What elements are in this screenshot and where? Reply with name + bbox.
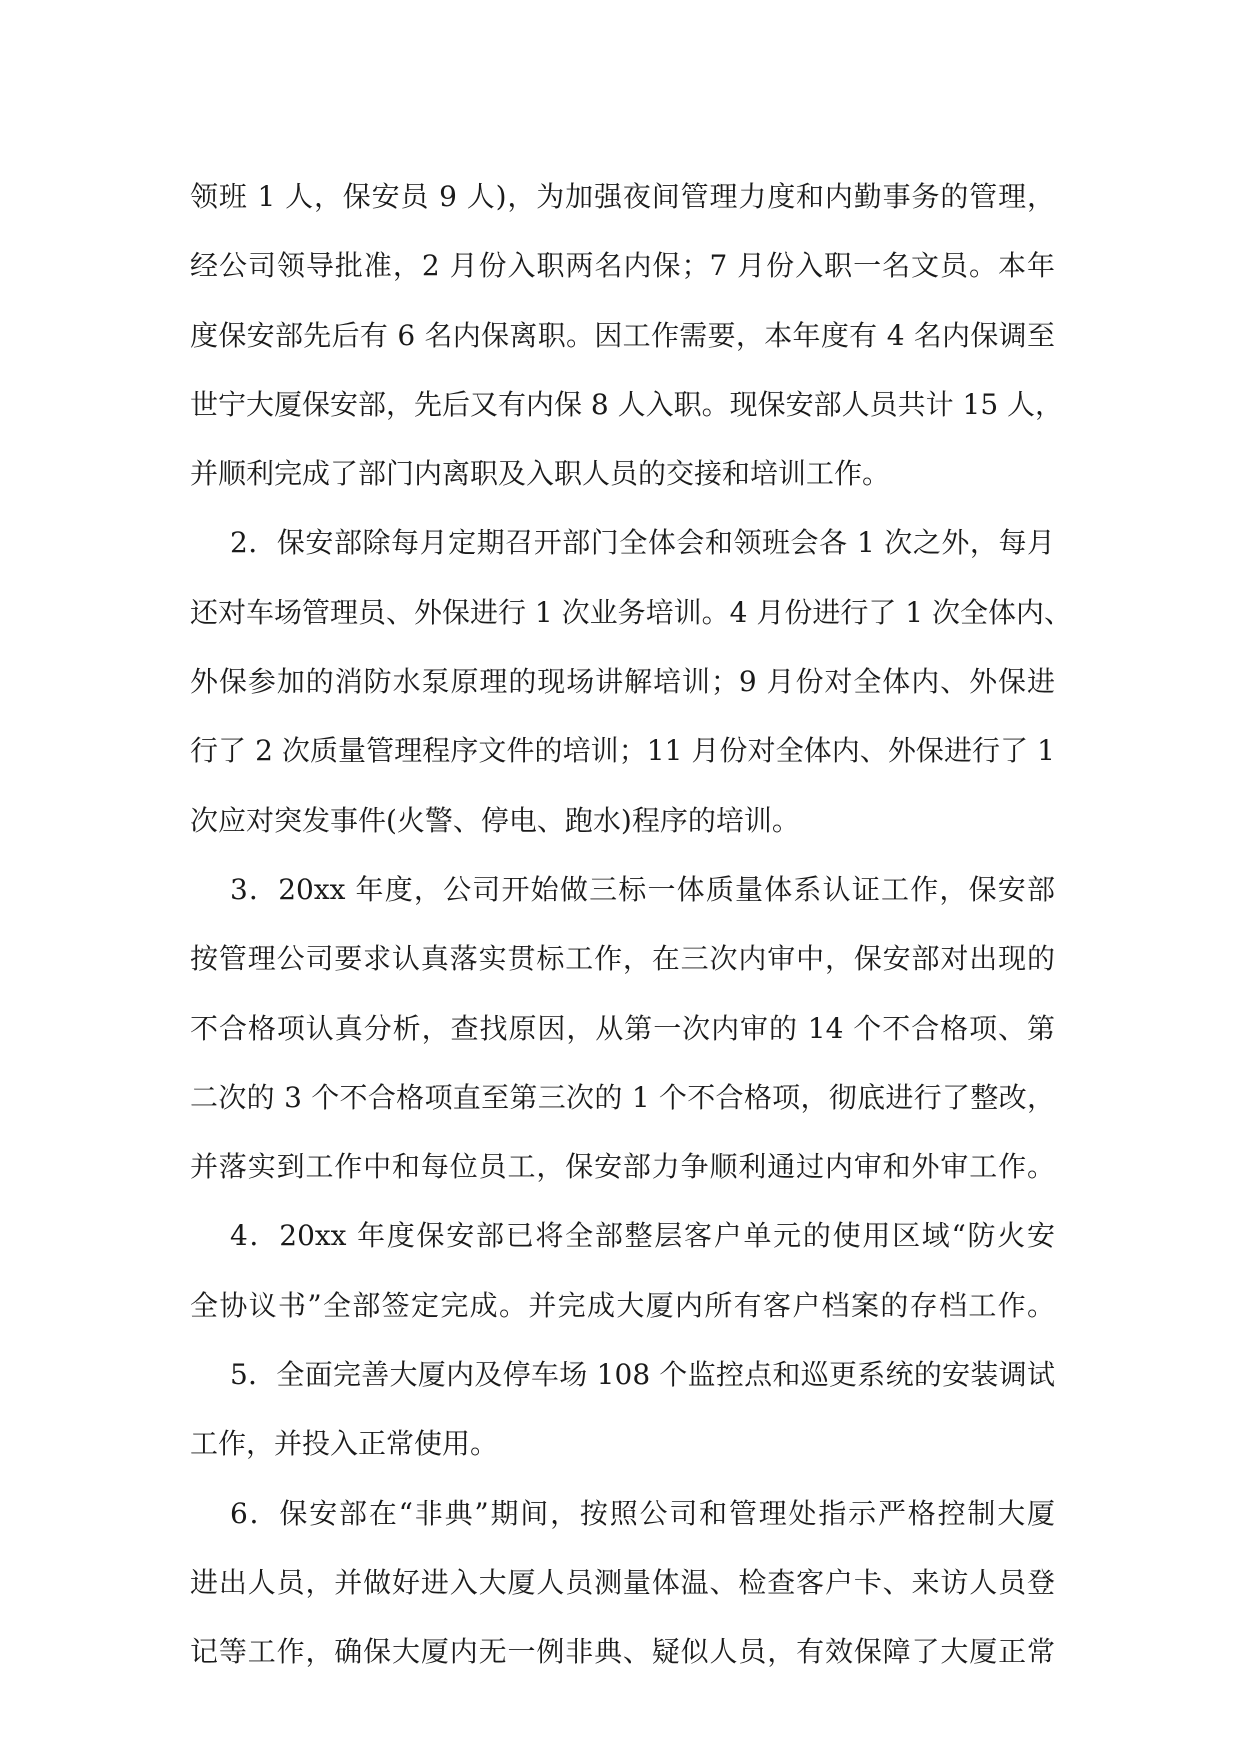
text-line: 5．全面完善大厦内及停车场 108 个监控点和巡更系统的安装调试 <box>230 1358 1055 1392</box>
text-line: 按管理公司要求认真落实贯标工作，在三次内审中，保安部对出现的 <box>190 942 1055 976</box>
text-line: 外保参加的消防水泵原理的现场讲解培训；9 月份对全体内、外保进 <box>190 665 1055 699</box>
paragraph <box>190 508 1072 854</box>
paragraph <box>190 1479 1055 1687</box>
text-line: 全协议书”全部签定完成。并完成大厦内所有客户档案的存档工作。 <box>190 1288 1055 1322</box>
text-line: 世宁大厦保安部，先后又有内保 8 人入职。现保安部人员共计 15 人， <box>190 387 1064 421</box>
paragraph <box>190 1340 1055 1479</box>
text-line: 行了 2 次质量管理程序文件的培训；11 月份对全体内、外保进行了 1 <box>190 734 1055 768</box>
text-line: 3．20xx 年度，公司开始做三标一体质量体系认证工作，保安部 <box>230 872 1055 906</box>
text-line: 并落实到工作中和每位员工，保安部力争顺利通过内审和外审工作。 <box>190 1150 1055 1184</box>
text-line: 并顺利完成了部门内离职及入职人员的交接和培训工作。 <box>190 457 891 491</box>
text-line: 次应对突发事件(火警、停电、跑水)程序的培训。 <box>190 803 800 837</box>
paragraph <box>190 1201 1055 1340</box>
text-line: 工作，并投入正常使用。 <box>190 1427 499 1461</box>
text-line: 领班 1 人，保安员 9 人)，为加强夜间管理力度和内勤事务的管理， <box>190 180 1055 213</box>
text-line: 进出人员，并做好进入大厦人员测量体温、检查客户卡、来访人员登 <box>190 1565 1055 1599</box>
text-line: 不合格项认真分析，查找原因，从第一次内审的 14 个不合格项、第 <box>190 1011 1055 1045</box>
text-line: 经公司领导批准，2 月份入职两名内保；7 月份入职一名文员。本年 <box>190 249 1055 283</box>
text-line: 还对车场管理员、外保进行 1 次业务培训。4 月份进行了 1 次全体内、 <box>190 595 1072 629</box>
text-line: 6．保安部在“非典”期间，按照公司和管理处指示严格控制大厦 <box>230 1496 1055 1530</box>
document-body <box>190 162 1072 1687</box>
text-line: 4．20xx 年度保安部已将全部整层客户单元的使用区域“防火安 <box>230 1219 1055 1253</box>
paragraph <box>190 855 1055 1201</box>
text-line: 记等工作，确保大厦内无一例非典、疑似人员，有效保障了大厦正常 <box>190 1635 1055 1669</box>
text-line: 2．保安部除每月定期召开部门全体会和领班会各 1 次之外，每月 <box>230 526 1055 560</box>
paragraph <box>190 162 1064 508</box>
text-line: 二次的 3 个不合格项直至第三次的 1 个不合格项，彻底进行了整改， <box>190 1080 1055 1114</box>
text-line: 度保安部先后有 6 名内保离职。因工作需要，本年度有 4 名内保调至 <box>190 318 1055 352</box>
